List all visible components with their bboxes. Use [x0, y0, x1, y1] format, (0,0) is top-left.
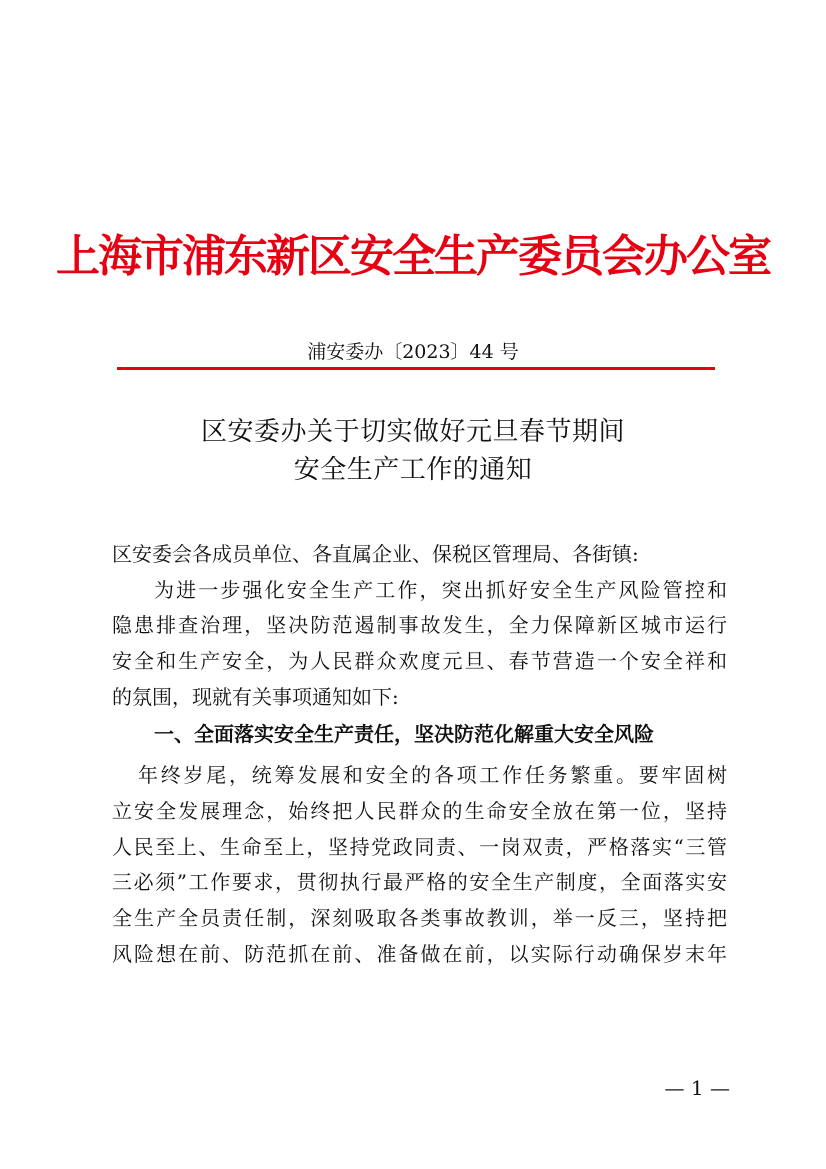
section-1-line: 人民至上、生命至上，坚持党政同责、一岗双责，严格落实“三管: [112, 834, 727, 859]
notice-title-line-1: 区安委办关于切实做好元旦春节期间: [200, 417, 625, 447]
section-1-line: 全生产全员责任制，深刻吸取各类事故教训，举一反三，坚持把: [112, 905, 727, 930]
section-1-line: 风险想在前、防范抓在前、准备做在前，以实际行动确保岁末年: [112, 941, 727, 966]
intro-line: 安全和生产安全，为人民群众欢度元旦、春节营造一个安全祥和: [112, 649, 727, 674]
section-1-line: 立安全发展理念，始终把人民群众的生命安全放在第一位，坚持: [112, 798, 727, 823]
notice-body: [112, 537, 727, 972]
intro-line: 的氛围，现就有关事项通知如下:: [112, 684, 399, 709]
section-1-heading: 一、全面落实安全生产责任，坚决防范化解重大安全风险: [154, 722, 654, 747]
issuer-title: 上海市浦东新区安全生产委员会办公室: [56, 231, 770, 282]
intro-line: 隐患排查治理，坚决防范遏制事故发生，全力保障新区城市运行: [112, 613, 727, 638]
intro-line: 为进一步强化安全生产工作，突出抓好安全生产风险管控和: [154, 577, 727, 602]
section-1-line: 年终岁尾，统筹发展和安全的各项工作任务繁重。要牢固树: [138, 763, 727, 788]
notice-title-line-2: 安全生产工作的通知: [293, 455, 533, 485]
page-number: — 1 —: [664, 1076, 730, 1100]
red-divider-line: [117, 367, 715, 370]
salutation: 区安委会各成员单位、各直属企业、保税区管理局、各街镇:: [112, 542, 639, 566]
section-1-line: 三必须”工作要求，贯彻执行最严格的安全生产制度，全面落实安: [112, 870, 727, 895]
notice-title: [0, 413, 826, 489]
document-number: 浦安委办〔2023〕44 号: [307, 341, 519, 363]
